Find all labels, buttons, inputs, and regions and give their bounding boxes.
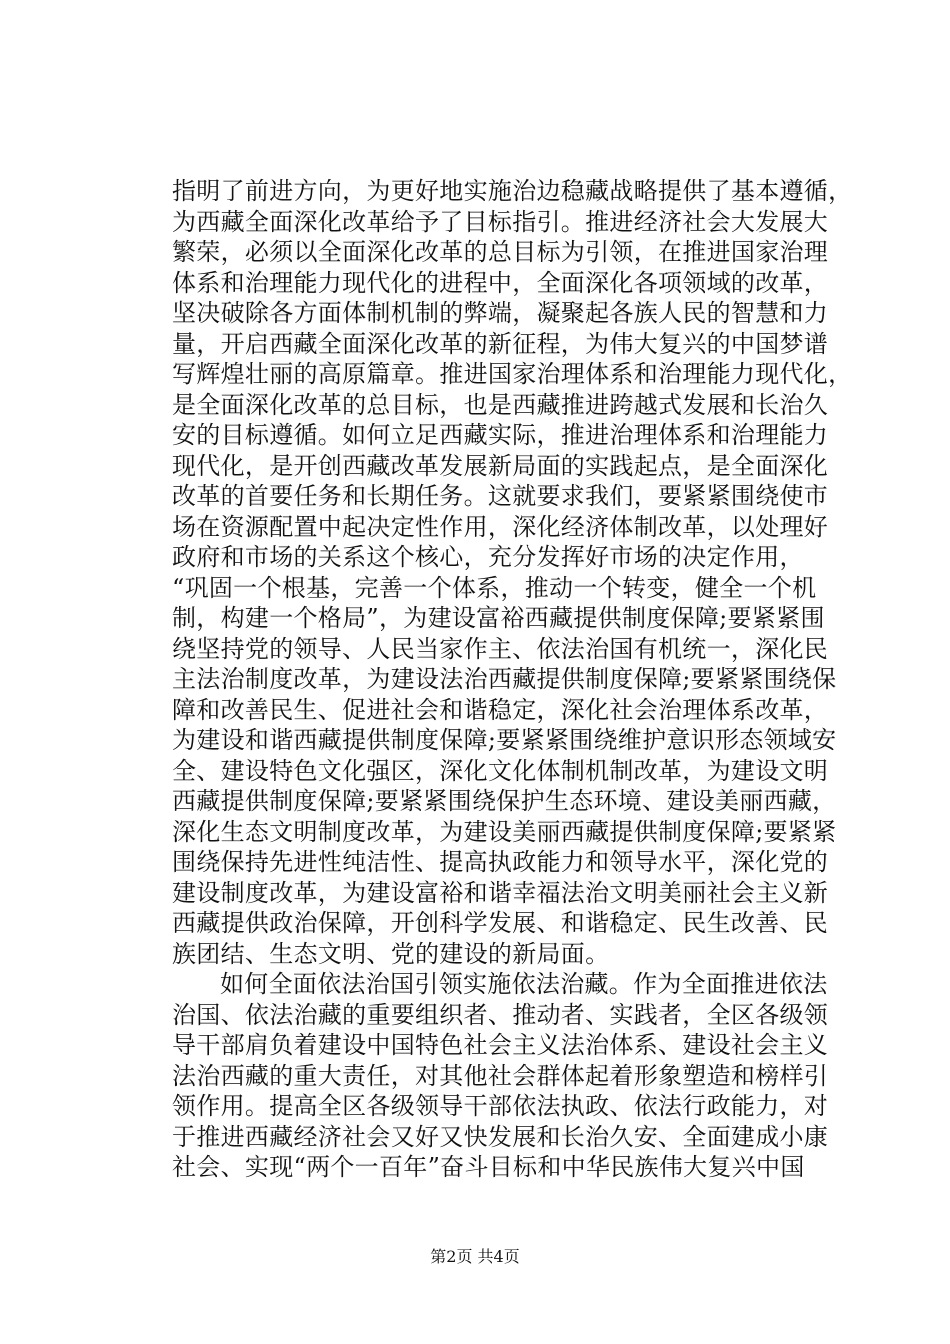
text-line: 西藏提供制度保障;要紧紧围绕保护生态环境、建设美丽西藏，: [172, 787, 837, 815]
text-line: “巩固一个根基，完善一个体系，推动一个转变，健全一个机: [172, 573, 817, 602]
text-line: 绕坚持党的领导、人民当家作主、依法治国有机统一，深化民: [172, 634, 829, 663]
text-line: 场在资源配置中起决定性作用，深化经济体制改革，以处理好: [172, 512, 829, 541]
text-line: 政府和市场的关系这个核心，充分发挥好市场的决定作用，: [172, 543, 804, 571]
text-line: 法治西藏的重大责任，对其他社会群体起着形象塑造和榜样引: [172, 1061, 829, 1090]
text-line: 指明了前进方向，为更好地实施治边稳藏战略提供了基本遵循，: [172, 177, 853, 205]
text-line: 安的目标遵循。如何立足西藏实际，推进治理体系和治理能力: [172, 421, 829, 449]
text-line: 主法治制度改革，为建设法治西藏提供制度保障;要紧紧围绕保: [172, 665, 837, 693]
text-line: 改革的首要任务和长期任务。这就要求我们，要紧紧围绕使市: [172, 482, 829, 510]
text-line: 制，构建一个格局”，为建设富裕西藏提供制度保障;要紧紧围: [172, 604, 825, 632]
text-line: 西藏提供政治保障，开创科学发展、和谐稳定、民生改善、民: [172, 909, 829, 937]
text-line: 是全面深化改革的总目标，也是西藏推进跨越式发展和长治久: [172, 390, 829, 419]
text-line: 为西藏全面深化改革给予了目标指引。推进经济社会大发展大: [172, 207, 829, 236]
text-line: 领作用。提高全区各级领导干部依法执政、依法行政能力，对: [172, 1092, 829, 1120]
text-line: 深化生态文明制度改革，为建设美丽西藏提供制度保障;要紧紧: [172, 817, 837, 846]
page-footer: 第2页 共4页: [430, 1247, 520, 1266]
text-line: 现代化，是开创西藏改革发展新局面的实践起点，是全面深化: [172, 451, 829, 480]
text-line: 治国、依法治藏的重要组织者、推动者、实践者，全区各级领: [172, 1000, 829, 1029]
text-line: 量，开启西藏全面深化改革的新征程，为伟大复兴的中国梦谱: [172, 329, 829, 358]
text-line: 围绕保持先进性纯洁性、提高执政能力和领导水平，深化党的: [172, 848, 829, 876]
text-line: 坚决破除各方面体制机制的弊端，凝聚起各族人民的智慧和力: [172, 299, 829, 327]
text-line: 体系和治理能力现代化的进程中，全面深化各项领域的改革，: [172, 268, 829, 297]
text-line: 导干部肩负着建设中国特色社会主义法治体系、建设社会主义: [172, 1031, 829, 1059]
text-line: 为建设和谐西藏提供制度保障;要紧紧围绕维护意识形态领域安: [172, 726, 837, 754]
text-line: 族团结、生态文明、党的建设的新局面。: [172, 939, 610, 968]
text-line: 全、建设特色文化强区，深化文化体制机制改革，为建设文明: [172, 756, 829, 785]
text-line: 障和改善民生、促进社会和谐稳定，深化社会治理体系改革，: [172, 695, 829, 724]
body-text: [172, 176, 872, 1183]
text-line: 建设制度改革，为建设富裕和谐幸福法治文明美丽社会主义新: [172, 878, 829, 907]
text-line: 于推进西藏经济社会又好又快发展和长治久安、全面建成小康: [172, 1122, 829, 1151]
paragraph-start-line: 如何全面依法治国引领实施依法治藏。作为全面推进依法: [220, 970, 828, 998]
text-line: 社会、实现“两个一百年”奋斗目标和中华民族伟大复兴中国: [172, 1153, 805, 1181]
text-line: 写辉煌壮丽的高原篇章。推进国家治理体系和治理能力现代化，: [172, 360, 853, 388]
text-line: 繁荣，必须以全面深化改革的总目标为引领，在推进国家治理: [172, 238, 829, 266]
